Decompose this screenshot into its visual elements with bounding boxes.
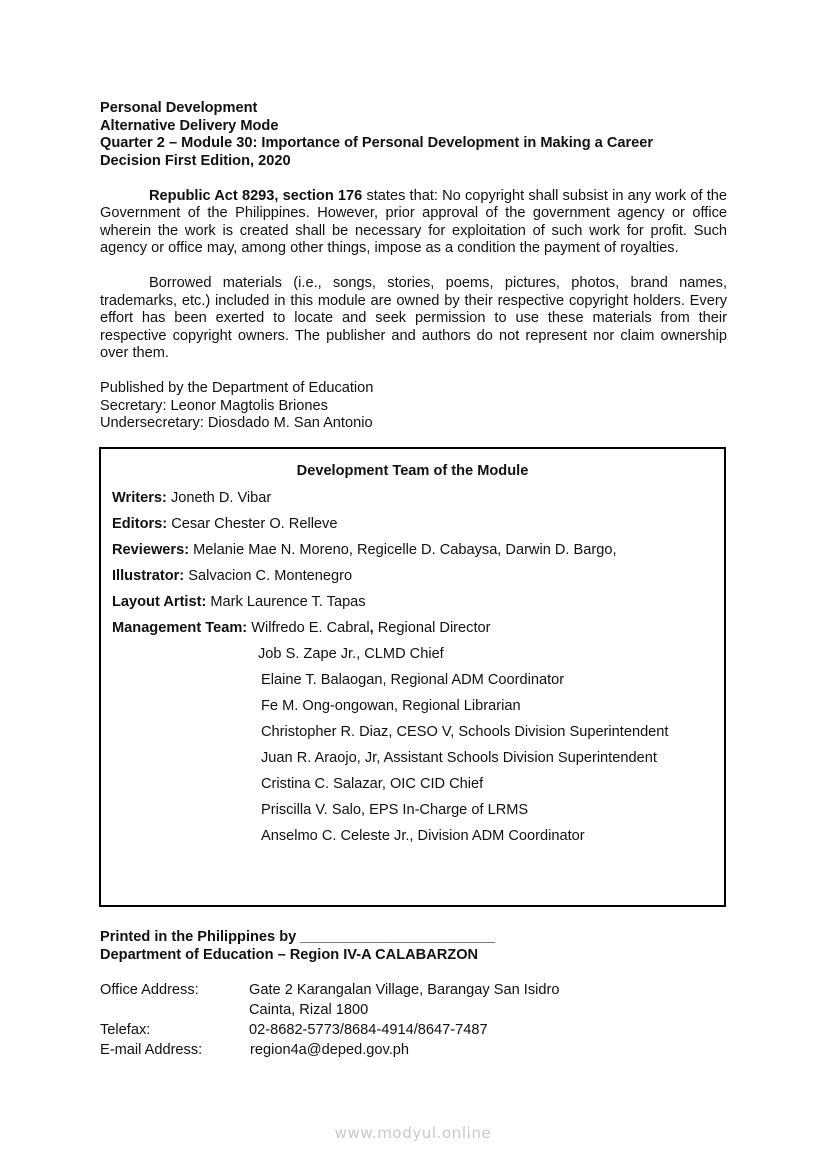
delivery-mode: Alternative Delivery Mode <box>100 117 279 134</box>
management-member: Job S. Zape Jr., CLMD Chief <box>258 646 444 662</box>
printed-by: Printed in the Philippines by ________________________ <box>100 929 496 945</box>
module-title: Quarter 2 – Module 30: Importance of Personal Development in Making a Career Decision First Edition, 2020 <box>100 135 654 169</box>
development-team-box <box>99 447 726 907</box>
illustrator-line: Illustrator: Salvacion C. Montenegro <box>112 568 353 584</box>
writers-line: Writers: Joneth D. Vibar <box>112 490 272 506</box>
management-member: Christopher R. Diaz, CESO V, Schools Division Superintendent <box>261 724 669 740</box>
layout-artist-line: Layout Artist: Mark Laurence T. Tapas <box>112 594 366 610</box>
printing-info <box>100 929 495 964</box>
management-team-line: Management Team: Wilfredo E. Cabral, Regional Director <box>112 620 491 636</box>
editors-line: Editors: Cesar Chester O. Relleve <box>112 516 338 532</box>
management-member: Fe M. Ong-ongowan, Regional Librarian <box>261 698 521 714</box>
secretary: Secretary: Leonor Magtolis Briones <box>100 397 328 414</box>
copyright-page <box>100 100 727 433</box>
published-by: Published by the Department of Education <box>100 380 374 396</box>
republic-act-ref: Republic Act 8293, section 176 <box>149 187 363 204</box>
undersecretary: Undersecretary: Diosdado M. San Antonio <box>100 415 373 431</box>
office-address-line2: Cainta, Rizal 1800 <box>249 1002 369 1018</box>
management-member: Anselmo C. Celeste Jr., Division ADM Coordinator <box>261 828 585 844</box>
team-title: Development Team of the Module <box>296 463 529 479</box>
management-member: Priscilla V. Salo, EPS In-Charge of LRMS <box>261 802 529 818</box>
watermark: www.modyul.online <box>334 1124 492 1142</box>
management-member: Juan R. Araojo, Jr, Assistant Schools Division Superintendent <box>261 750 657 766</box>
email-label: E-mail Address: <box>100 1042 203 1058</box>
management-member: Cristina C. Salazar, OIC CID Chief <box>261 776 484 792</box>
borrowed-materials-notice: Borrowed materials (i.e., songs, stories, poems, pictures, photos, brand names, trademarks, etc.) included in this module are owned by their respective copyright holders. Every effort has been exerted to locate and seek permission to use these materials from their respective copyright owners. The publisher and authors do not represent nor claim ownership over them. <box>100 275 727 361</box>
telefax-label: Telefax: <box>100 1022 151 1038</box>
copyright-notice: Republic Act 8293, section 176 states that: No copyright shall subsist in any work of the Government of the Philippines. However, prior approval of the government agency or office wherein the work is created shall be necessary for exploitation of such work for profit. Such agency or office may, among other things, impose as a condition the payment of royalties. <box>100 187 727 256</box>
telefax-value: 02-8682-5773/8684-4914/8647-7487 <box>249 1022 488 1038</box>
office-address-label: Office Address: <box>100 982 199 998</box>
management-member: Elaine T. Balaogan, Regional ADM Coordinator <box>261 672 565 688</box>
department-region: Department of Education – Region IV-A CALABARZON <box>100 946 479 963</box>
office-address-line1: Gate 2 Karangalan Village, Barangay San Isidro <box>249 982 560 998</box>
email-value: region4a@deped.gov.ph <box>250 1042 409 1058</box>
subject-title: Personal Development <box>100 100 258 116</box>
reviewers-line: Reviewers: Melanie Mae N. Moreno, Regicelle D. Cabaysa, Darwin D. Bargo, <box>112 542 617 558</box>
